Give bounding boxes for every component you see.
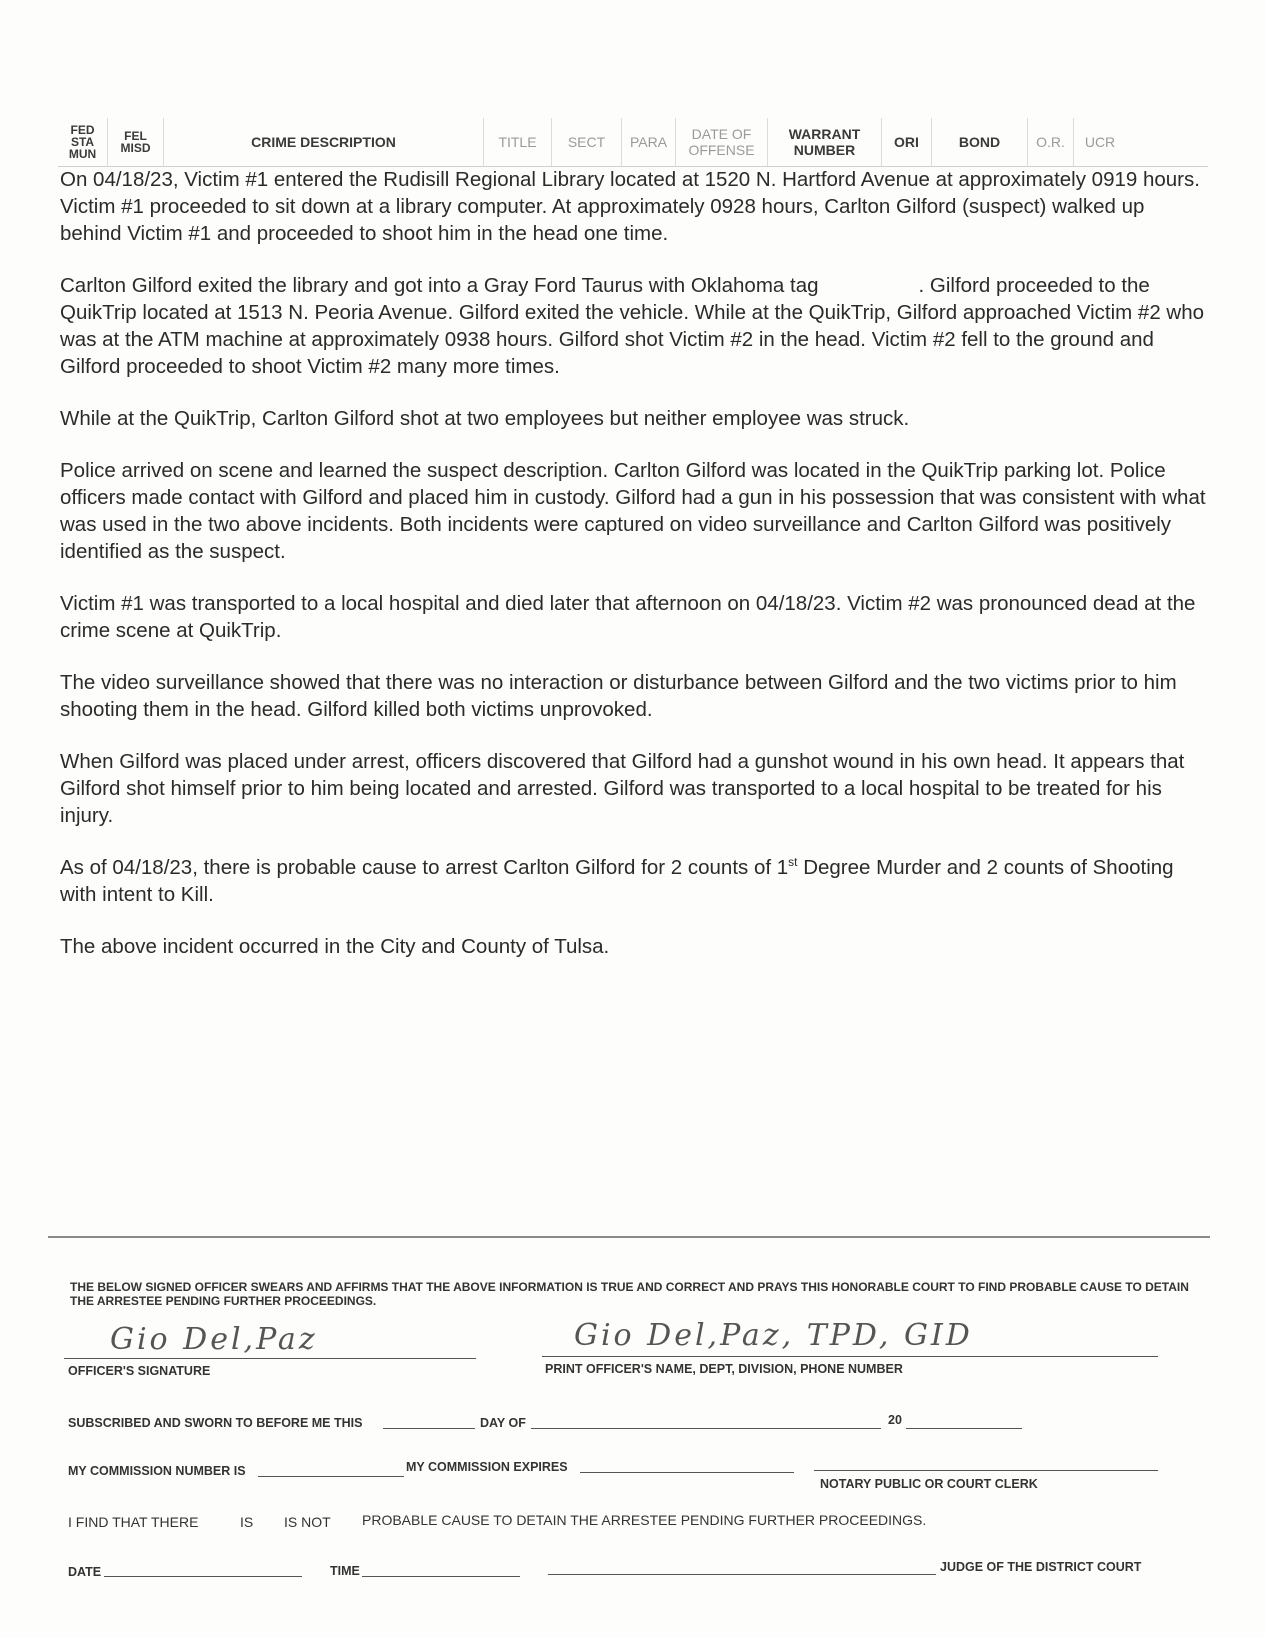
- ordinal-suffix: st: [788, 855, 798, 870]
- judge-signature-line[interactable]: [548, 1574, 936, 1575]
- col-para: PARA: [622, 118, 676, 166]
- time-field[interactable]: [362, 1576, 520, 1577]
- date-field[interactable]: [104, 1576, 302, 1577]
- day-of-field[interactable]: [531, 1428, 881, 1429]
- narrative-paragraph-4: Police arrived on scene and learned the suspect description. Carlton Gilford was located in the QuikTrip parking lot. Police officers made contact with Gilford and placed him in custody. Gilford had a gun in his possession that was consistent with what was used in the two above incidents. Both incidents were captured on video surveillance and Carlton Gilford was positively identified as the suspect.: [60, 459, 1206, 563]
- narrative-paragraph-8a: As of 04/18/23, there is probable cause to arrest Carlton Gilford for 2 counts of 1: [60, 856, 789, 879]
- col-fed-sta-mun: FED STA MUN: [58, 118, 108, 166]
- print-officer-name-label: PRINT OFFICER'S NAME, DEPT, DIVISION, PHONE NUMBER: [545, 1362, 903, 1376]
- col-bond: BOND: [932, 118, 1028, 166]
- subscribed-label: SUBSCRIBED AND SWORN TO BEFORE ME THIS: [68, 1416, 363, 1430]
- i-find-label: I FIND THAT THERE: [68, 1514, 199, 1530]
- officer-signature-label: OFFICER'S SIGNATURE: [68, 1364, 211, 1378]
- col-or: O.R.: [1028, 118, 1074, 166]
- is-option[interactable]: IS: [240, 1514, 254, 1530]
- narrative-paragraph-6: The video surveillance showed that there was no interaction or disturbance between Gilford and the two victims prior to him shooting them in the head. Gilford killed both victims unprovoked.: [60, 671, 1177, 721]
- section-divider: [48, 1236, 1210, 1238]
- is-not-option[interactable]: IS NOT: [284, 1514, 331, 1530]
- narrative-paragraph-1: On 04/18/23, Victim #1 entered the Rudisill Regional Library located at 1520 N. Hartford Avenue at approximately 0919 hours. Victim #1 proceeded to sit down at a library computer. At approximately 0928 hours, Carlton Gilford (suspect) walked up behind Victim #1 and proceeded to shoot him in the head one time.: [60, 168, 1200, 245]
- commission-expires-label: MY COMMISSION EXPIRES: [406, 1460, 568, 1474]
- col-crime-description: CRIME DESCRIPTION: [164, 118, 484, 166]
- commission-number-field[interactable]: [258, 1476, 404, 1477]
- finding-rest-label: PROBABLE CAUSE TO DETAIN THE ARRESTEE PENDING FURTHER PROCEEDINGS.: [362, 1512, 927, 1528]
- col-sect: SECT: [552, 118, 622, 166]
- notary-signature-line[interactable]: [814, 1470, 1158, 1471]
- col-ori: ORI: [882, 118, 932, 166]
- notary-label: NOTARY PUBLIC OR COURT CLERK: [820, 1477, 1038, 1491]
- narrative-paragraph-8b: Degree Murder and 2 counts of Shooting with intent to Kill.: [60, 856, 1174, 906]
- narrative-paragraph-3: While at the QuikTrip, Carlton Gilford shot at two employees but neither employee was struck.: [60, 407, 910, 430]
- col-warrant-number: WARRANT NUMBER: [768, 118, 882, 166]
- officer-signature: Gio Del,Paz: [110, 1322, 318, 1357]
- narrative-paragraph-2a: Carlton Gilford exited the library and got into a Gray Ford Taurus with Oklahoma tag: [60, 274, 819, 297]
- header-table: [58, 118, 1208, 167]
- commission-number-label: MY COMMISSION NUMBER IS: [68, 1464, 246, 1478]
- narrative: [60, 166, 1210, 985]
- commission-expires-field[interactable]: [580, 1472, 794, 1473]
- narrative-paragraph-2: [60, 272, 1210, 380]
- year-prefix: 20: [888, 1413, 902, 1427]
- narrative-paragraph-2b: . Gilford proceeded to the QuikTrip located at 1513 N. Peoria Avenue. Gilford exited the vehicle. While at the QuikTrip, Gilford approached Victim #2 who was at the ATM machine at approximately 0938 hours. Gilford shot Victim #2 in the head. Victim #2 fell to the ground and Gilford proceeded to shoot Victim #2 many more times.: [60, 274, 1205, 378]
- col-fel-misd: FEL MISD: [108, 118, 164, 166]
- affirmation-text: THE BELOW SIGNED OFFICER SWEARS AND AFFIRMS THAT THE ABOVE INFORMATION IS TRUE AND CORRECT AND PRAYS THIS HONORABLE COURT TO FIND PROBABLE CAUSE TO DETAIN THE ARRESTEE PENDING FURTHER PROCEEDINGS.: [70, 1280, 1189, 1308]
- narrative-paragraph-5: Victim #1 was transported to a local hospital and died later that afternoon on 04/18/23. Victim #2 was pronounced dead at the crime scene at QuikTrip.: [60, 592, 1196, 642]
- year-field[interactable]: [906, 1428, 1022, 1429]
- narrative-paragraph-7: When Gilford was placed under arrest, officers discovered that Gilford had a gunshot wound in his own head. It appears that Gilford shot himself prior to him being located and arrested. Gilford was transported to a local hospital to be treated for his injury.: [60, 750, 1185, 827]
- time-label: TIME: [330, 1564, 360, 1578]
- narrative-paragraph-8: [60, 854, 1210, 908]
- judge-label: JUDGE OF THE DISTRICT COURT: [940, 1560, 1142, 1574]
- print-officer-name-line[interactable]: [542, 1356, 1158, 1357]
- col-ucr: UCR: [1084, 134, 1116, 150]
- subscribed-day-field[interactable]: [383, 1428, 475, 1429]
- print-officer-name: Gio Del,Paz, TPD, GID: [574, 1318, 973, 1353]
- officer-signature-line[interactable]: [64, 1358, 476, 1359]
- col-date-of-offense: DATE OF OFFENSE: [676, 118, 768, 166]
- narrative-paragraph-9: The above incident occurred in the City and County of Tulsa.: [60, 935, 610, 958]
- date-label: DATE: [68, 1565, 102, 1579]
- col-title: TITLE: [484, 118, 552, 166]
- day-of-label: DAY OF: [480, 1416, 526, 1430]
